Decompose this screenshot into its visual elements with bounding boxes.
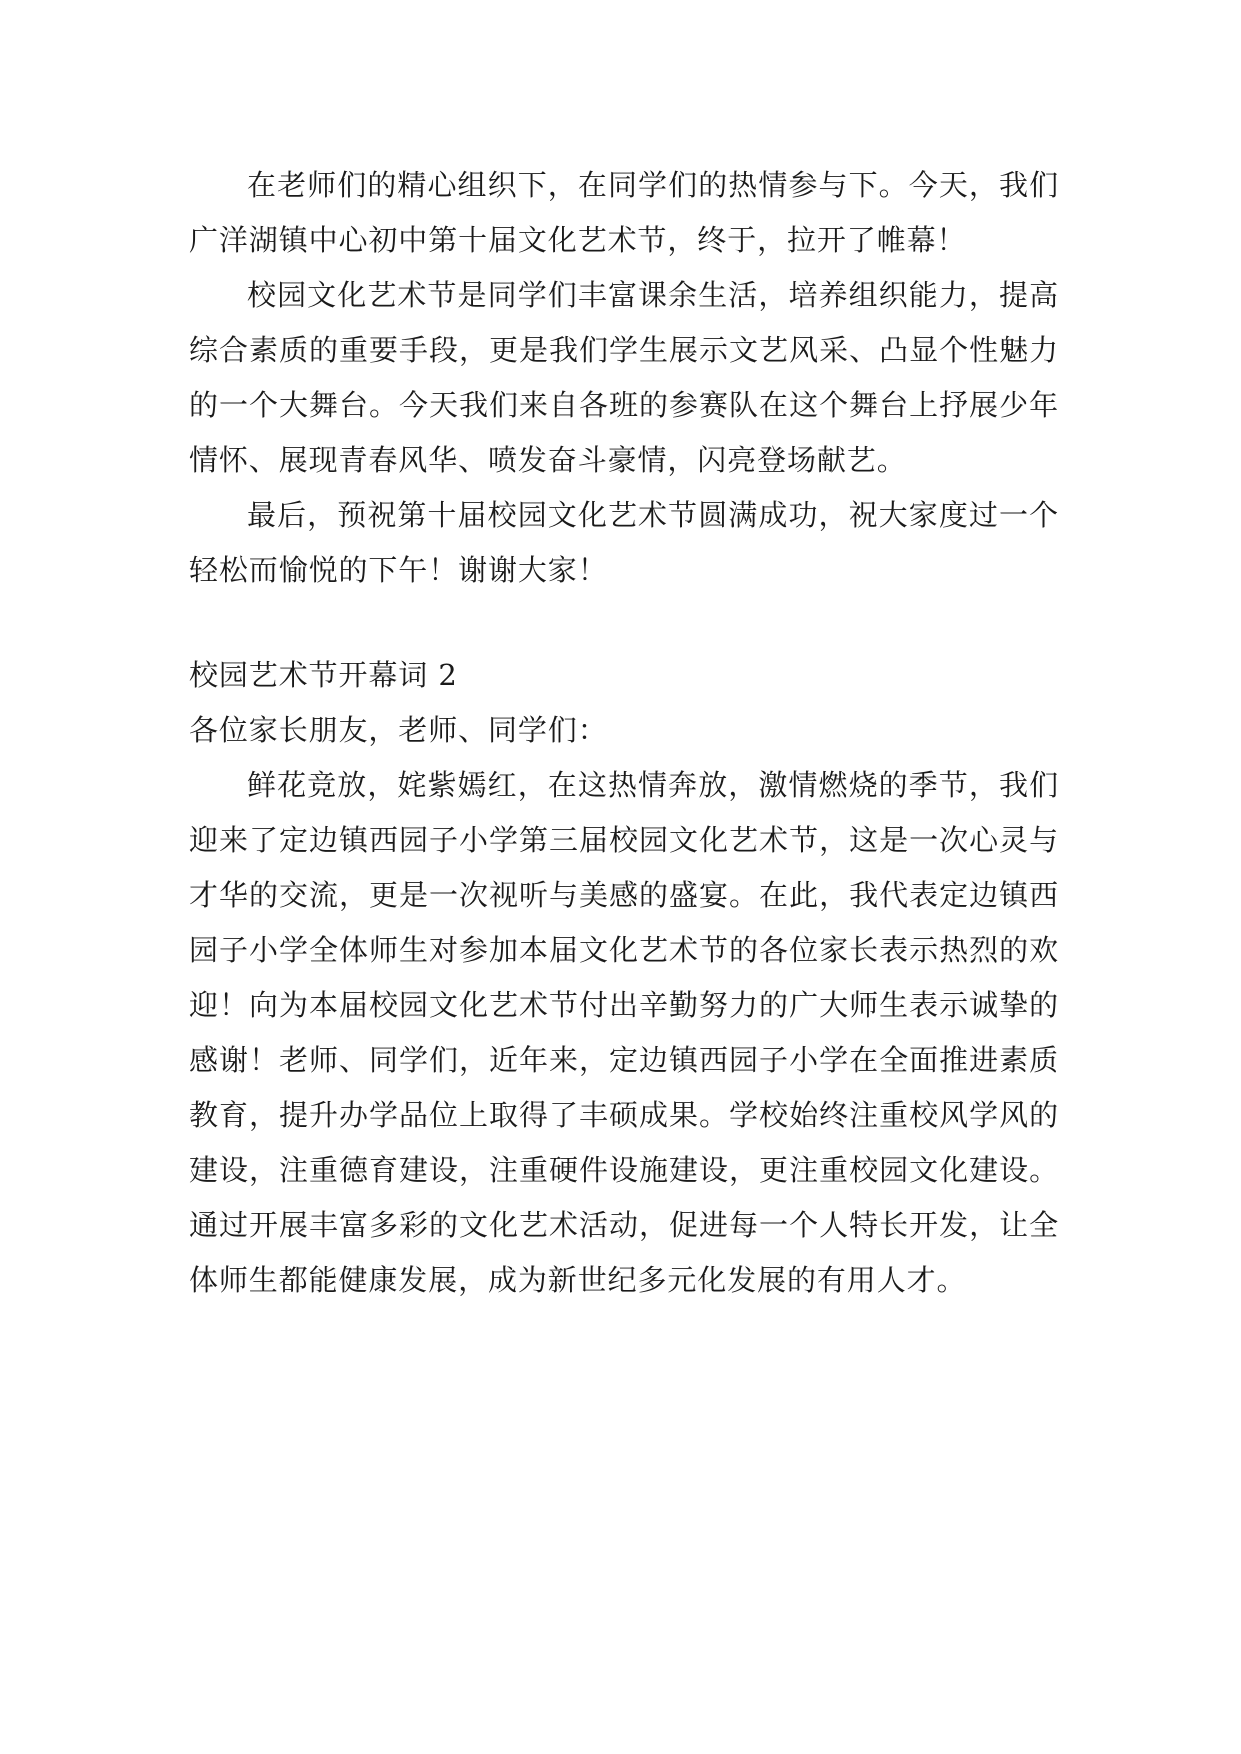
paragraph-section2-body: 鲜花竞放，姹紫嫣红，在这热情奔放，激情燃烧的季节，我们迎来了定边镇西园子小学第三届校园文化艺术节，这是一次心灵与才华的交流，更是一次视听与美感的盛宴。在此，我代表定边镇西园子小学全体师生对参加本届文化艺术节的各位家长表示热烈的欢迎！向为本届校园文化艺术节付出辛勤努力的广大师生表示诚挚的感谢！老师、同学们，近年来，定边镇西园子小学在全面推进素质教育，提升办学品位上取得了丰硕成果。学校始终注重校风学风的建设，注重德育建设，注重硬件设施建设，更注重校园文化建设。通过开展丰富多彩的文化艺术活动，促进每一个人特长开发，让全体师生都能健康发展，成为新世纪多元化发展的有用人才。 xyxy=(189,768,1059,1297)
paragraph-closing-wishes: 最后，预祝第十届校园文化艺术节圆满成功，祝大家度过一个轻松而愉悦的下午！谢谢大家！ xyxy=(189,498,1059,587)
paragraph-opening: 在老师们的精心组织下，在同学们的热情参与下。今天，我们广洋湖镇中心初中第十届文化艺术节，终于，拉开了帷幕！ xyxy=(189,168,1059,257)
document-body xyxy=(189,158,1059,1308)
salutation: 各位家长朋友，老师、同学们： xyxy=(189,713,608,747)
section-title: 校园艺术节开幕词 2 xyxy=(189,658,458,692)
paragraph-festival-purpose: 校园文化艺术节是同学们丰富课余生活，培养组织能力，提高综合素质的重要手段，更是我们学生展示文艺风采、凸显个性魅力的一个大舞台。今天我们来自各班的参赛队在这个舞台上抒展少年情怀、展现青春风华、喷发奋斗豪情，闪亮登场献艺。 xyxy=(189,278,1059,477)
section-spacer xyxy=(189,598,1059,648)
